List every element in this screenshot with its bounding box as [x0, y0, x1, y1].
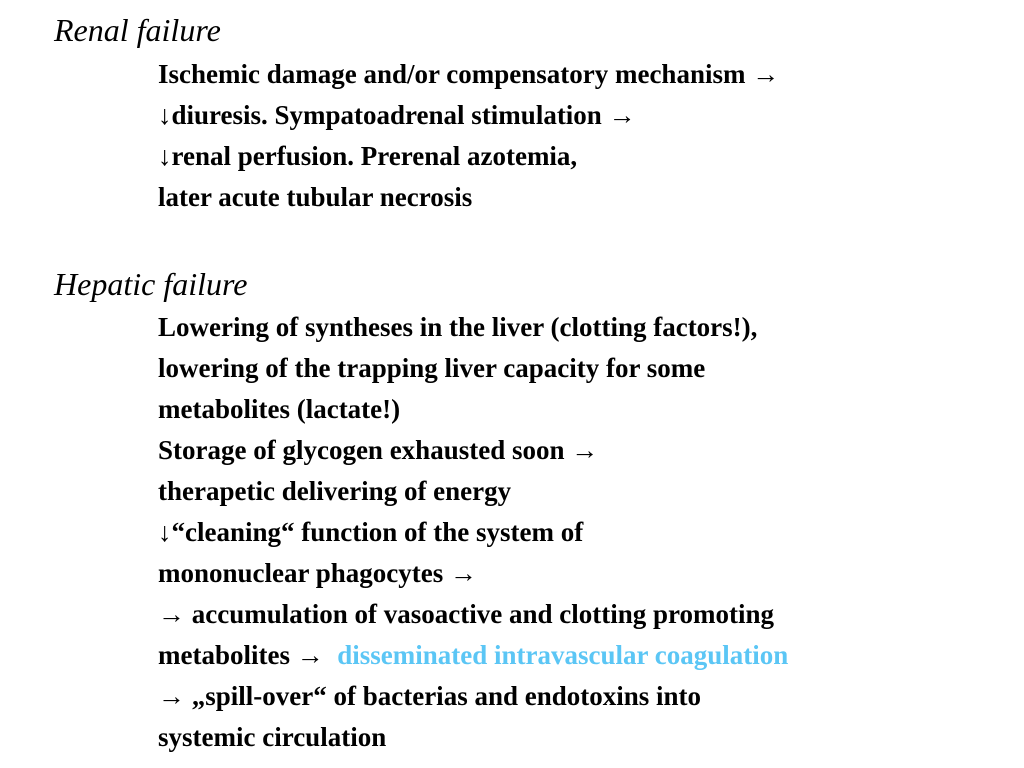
hepatic-line-4: Storage of glycogen exhausted soon →: [158, 435, 599, 465]
renal-line-4: later acute tubular necrosis: [158, 182, 473, 212]
renal-failure-heading: Renal failure: [54, 12, 221, 48]
dic-highlight: disseminated intravascular coagulation: [337, 640, 789, 670]
renal-line-2: ↓diuresis. Sympatoadrenal stimulation →: [158, 100, 636, 130]
hepatic-line-10: → „spill-over“ of bacterias and endotoxins into: [158, 681, 702, 711]
hepatic-line-6: ↓“cleaning“ function of the system of: [158, 517, 584, 547]
hepatic-line-5: therapetic delivering of energy: [158, 476, 512, 506]
hepatic-line-11: systemic circulation: [158, 722, 387, 752]
hepatic-line-9: [158, 639, 788, 671]
hepatic-line-3: metabolites (lactate!): [158, 394, 401, 424]
hepatic-line-2: lowering of the trapping liver capacity for some: [158, 353, 706, 383]
hepatic-line-1: Lowering of syntheses in the liver (clotting factors!),: [158, 312, 758, 342]
renal-line-3: ↓renal perfusion. Prerenal azotemia,: [158, 141, 578, 171]
renal-line-1: Ischemic damage and/or compensatory mechanism →: [158, 59, 780, 89]
hepatic-line-9-text: metabolites →: [158, 640, 338, 670]
hepatic-line-7: mononuclear phagocytes →: [158, 558, 478, 588]
hepatic-line-8: → accumulation of vasoactive and clotting promoting: [158, 599, 774, 629]
hepatic-failure-heading: Hepatic failure: [54, 266, 248, 302]
